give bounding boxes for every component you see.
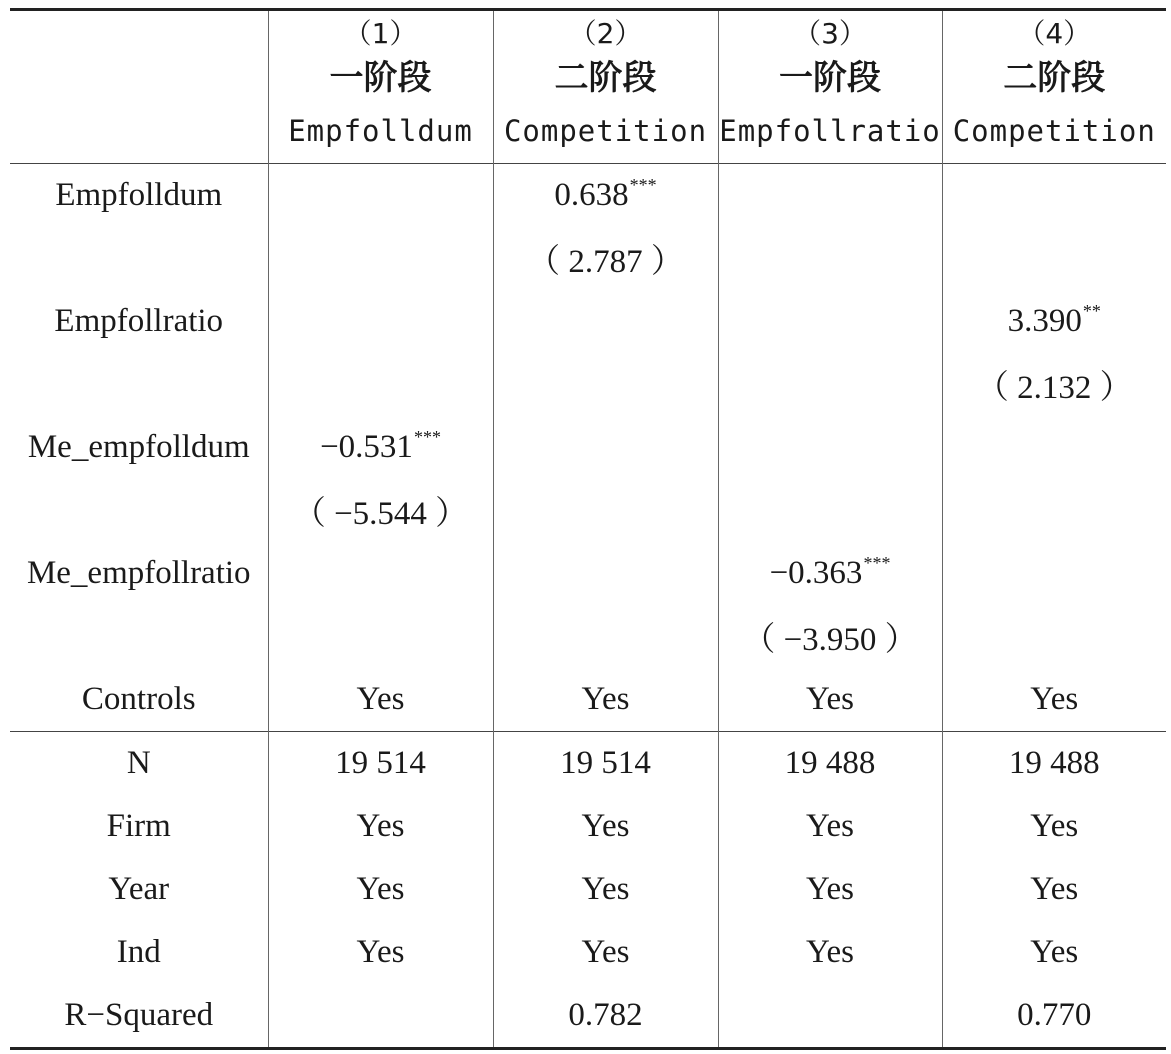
tstat-cell (268, 605, 493, 668)
stat-cell: Yes (718, 858, 942, 921)
column-stage: 二阶段 (1003, 58, 1106, 98)
tstat-cell: （ −3.950 ） (718, 605, 942, 668)
tstat-cell: （ −5.544 ） (268, 479, 493, 542)
stat-cell: Yes (718, 795, 942, 858)
tstat-cell: （ 2.132 ） (942, 353, 1166, 416)
column-stage: 一阶段 (329, 58, 432, 98)
tstat-cell (268, 353, 493, 416)
row-label-empty (10, 605, 268, 668)
stat-cell: Yes (268, 921, 493, 984)
row-label: Empfolldum (10, 164, 268, 228)
tstat-row-empfolldum (10, 227, 1166, 290)
column-number: （2） (568, 17, 643, 50)
stat-cell: Yes (493, 858, 718, 921)
column-header-3 (718, 10, 942, 164)
stat-cell: Yes (942, 795, 1166, 858)
column-number: （4） (1017, 17, 1092, 50)
coef-cell (493, 290, 718, 353)
column-dependent-variable: Competition (952, 114, 1156, 148)
coef-cell (268, 164, 493, 228)
tstat-cell (268, 227, 493, 290)
significance-stars: ** (1082, 301, 1101, 321)
controls-cell: Yes (942, 668, 1166, 732)
row-label: Me_empfolldum (27, 429, 250, 465)
coef-cell (942, 416, 1166, 479)
tstat-cell (942, 479, 1166, 542)
stat-cell: Yes (942, 858, 1166, 921)
column-stage: 一阶段 (779, 58, 881, 98)
column-dependent-variable: Empfollratio (719, 114, 941, 148)
stat-cell: Yes (268, 795, 493, 858)
column-header-2 (493, 10, 718, 164)
controls-cell: Yes (268, 668, 493, 732)
coef-cell (942, 164, 1166, 228)
header-row (10, 10, 1166, 164)
stat-row-year (10, 858, 1166, 921)
coef-cell (718, 416, 942, 479)
controls-row (10, 668, 1166, 732)
stat-row-ind (10, 921, 1166, 984)
coef-cell: 3.390** (942, 290, 1166, 353)
controls-cell: Yes (718, 668, 942, 732)
stat-cell: Yes (493, 795, 718, 858)
coef-cell: 0.638*** (493, 164, 718, 228)
column-stage: 二阶段 (554, 58, 657, 98)
row-label: Firm (106, 808, 171, 844)
tstat-cell (493, 479, 718, 542)
stat-cell: Yes (493, 921, 718, 984)
coef-row-me-empfollratio (10, 542, 1166, 605)
column-header-1 (268, 10, 493, 164)
stat-cell: Yes (718, 921, 942, 984)
tstat-row-me-empfollratio (10, 605, 1166, 668)
tstat-row-me-empfolldum (10, 479, 1166, 542)
stat-cell: Yes (942, 921, 1166, 984)
controls-cell: Yes (493, 668, 718, 732)
column-dependent-variable: Competition (503, 114, 708, 148)
stat-cell: 0.770 (942, 984, 1166, 1049)
row-label: Me_empfollratio (26, 555, 251, 591)
column-dependent-variable: Empfolldum (288, 114, 473, 148)
stat-cell: 19 514 (268, 732, 493, 796)
coef-cell (493, 542, 718, 605)
tstat-cell: （ 2.787 ） (493, 227, 718, 290)
coef-cell (942, 542, 1166, 605)
row-label: R−Squared (10, 984, 268, 1049)
stat-cell: Yes (268, 858, 493, 921)
coef-cell (268, 542, 493, 605)
column-number: （1） (343, 17, 418, 50)
coef-row-me-empfolldum (10, 416, 1166, 479)
tstat-row-empfollratio (10, 353, 1166, 416)
column-number: （3） (793, 17, 867, 50)
tstat-cell (718, 353, 942, 416)
row-label: Controls (81, 681, 196, 717)
row-label-empty (10, 353, 268, 416)
stat-cell: 19 488 (942, 732, 1166, 796)
coef-cell (268, 290, 493, 353)
row-label-empty (10, 227, 268, 290)
regression-results-table (10, 8, 1166, 1050)
tstat-cell (493, 605, 718, 668)
stat-row-firm (10, 795, 1166, 858)
row-label-empty (10, 479, 268, 542)
tstat-cell (718, 227, 942, 290)
header-corner-cell (10, 10, 268, 164)
stat-row-n (10, 732, 1166, 796)
row-label: Ind (116, 934, 161, 970)
stat-cell: 19 488 (718, 732, 942, 796)
stat-cell: 19 514 (493, 732, 718, 796)
tstat-cell (942, 605, 1166, 668)
significance-stars: *** (863, 553, 891, 573)
row-label: Empfollratio (54, 303, 224, 339)
tstat-cell (942, 227, 1166, 290)
stat-row-r-squared (10, 984, 1166, 1049)
stat-cell: 0.782 (493, 984, 718, 1049)
coef-cell (493, 416, 718, 479)
coef-row-empfollratio (10, 290, 1166, 353)
column-header-4 (942, 10, 1166, 164)
coef-row-empfolldum (10, 164, 1166, 228)
significance-stars: *** (413, 427, 441, 447)
coef-cell: −0.363*** (718, 542, 942, 605)
tstat-cell (718, 479, 942, 542)
significance-stars: *** (629, 175, 657, 195)
coef-cell (718, 290, 942, 353)
row-label: N (10, 732, 268, 796)
row-label: Year (108, 871, 170, 907)
stat-cell (268, 984, 493, 1049)
coef-cell (718, 164, 942, 228)
stat-cell (718, 984, 942, 1049)
tstat-cell (493, 353, 718, 416)
coef-cell: −0.531*** (268, 416, 493, 479)
